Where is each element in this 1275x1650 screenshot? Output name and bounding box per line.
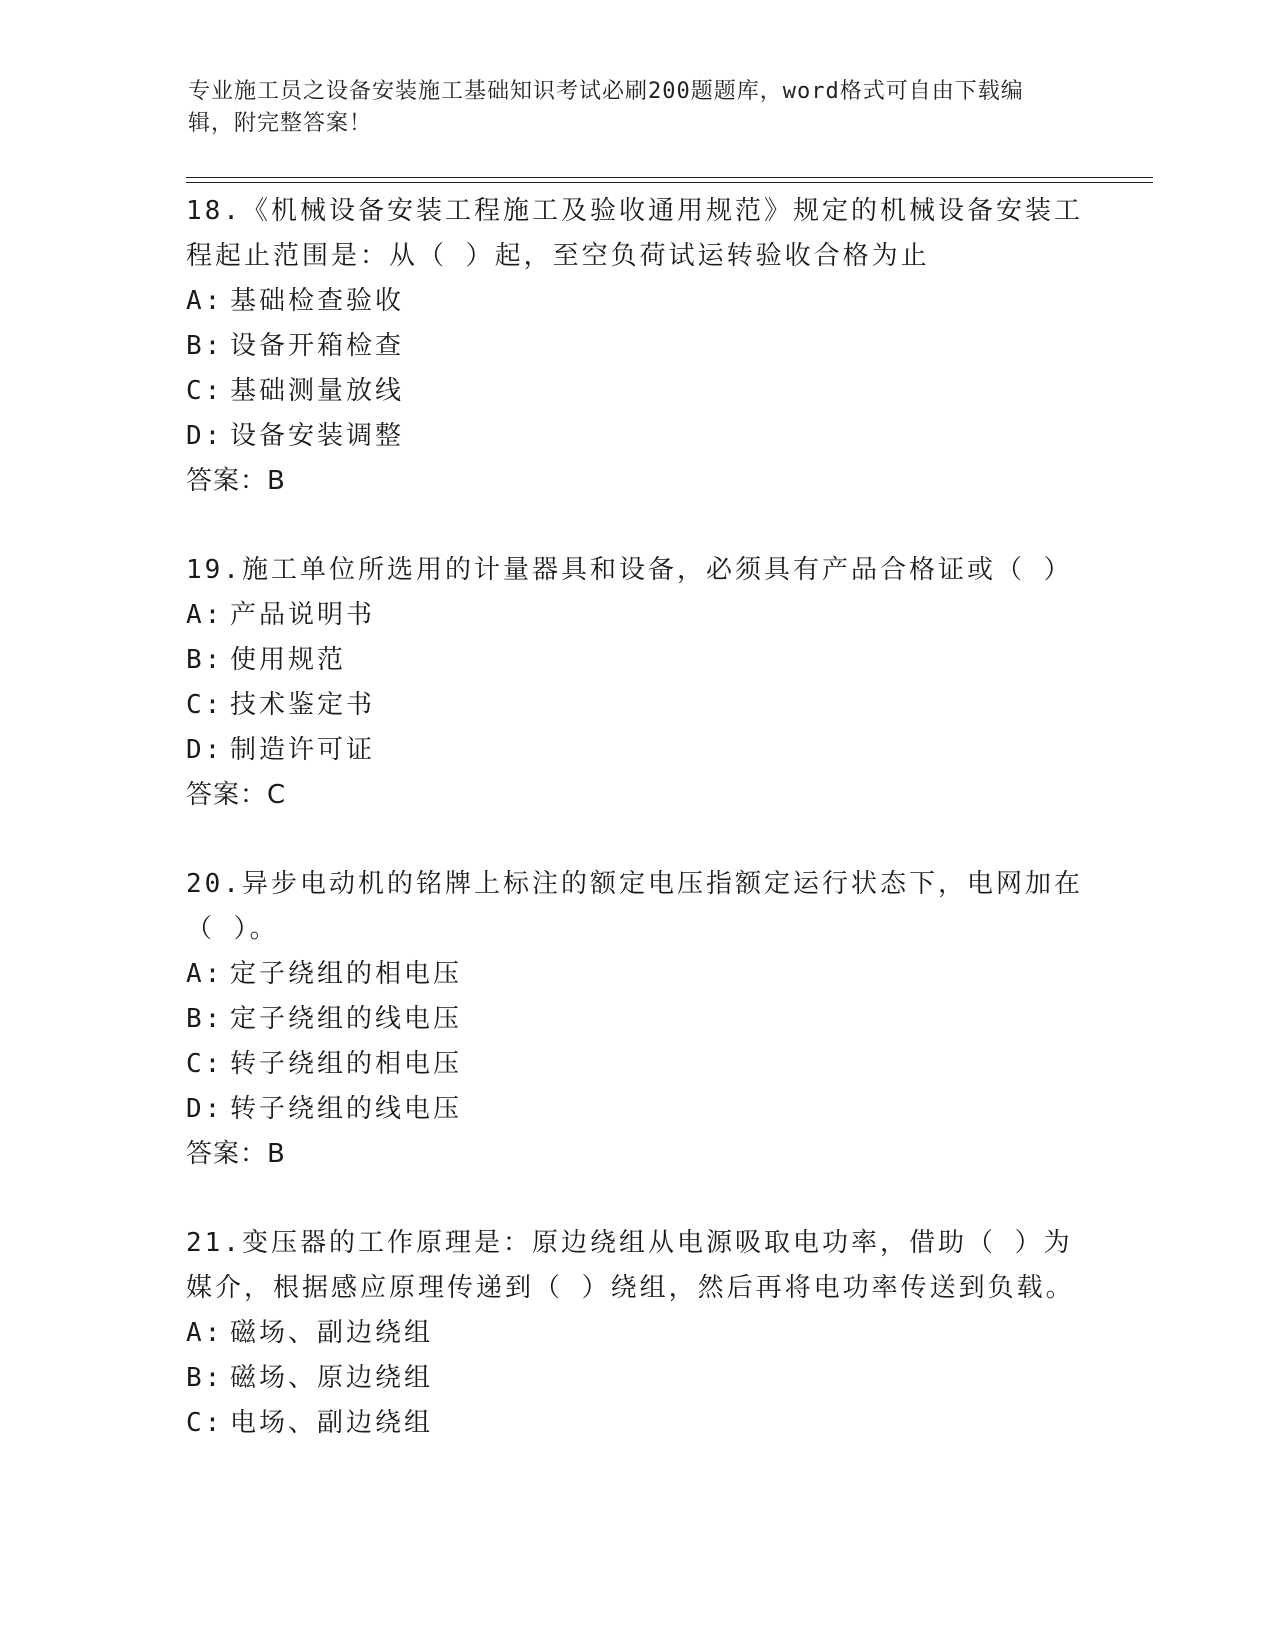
option-key: B: xyxy=(186,1004,224,1034)
answer-line: 答案：B xyxy=(186,1139,286,1169)
option-key: B: xyxy=(186,645,224,675)
option-text: 电场、副边绕组 xyxy=(230,1408,434,1438)
option-b xyxy=(186,324,1086,369)
question-stem: 18.《机械设备安装工程施工及验收通用规范》规定的机械设备安装工程起止范围是：从（ ）起，至空负荷试运转验收合格为止 xyxy=(186,196,1083,271)
question-19 xyxy=(186,548,1086,818)
option-text: 技术鉴定书 xyxy=(230,690,376,720)
option-key: C: xyxy=(186,690,224,720)
option-a xyxy=(186,1311,1086,1356)
option-d xyxy=(186,1087,1086,1132)
option-b xyxy=(186,1356,1086,1401)
option-d xyxy=(186,414,1086,459)
option-key: A: xyxy=(186,286,224,316)
option-key: C: xyxy=(186,376,224,406)
option-key: D: xyxy=(186,1094,224,1124)
question-stem: 20.异步电动机的铭牌上标注的额定电压指额定运行状态下，电网加在（ ）。 xyxy=(186,869,1083,944)
option-text: 使用规范 xyxy=(230,645,347,675)
option-text: 磁场、原边绕组 xyxy=(230,1363,434,1393)
option-text: 制造许可证 xyxy=(230,735,376,765)
option-key: A: xyxy=(186,600,224,630)
option-c xyxy=(186,1401,1086,1446)
option-key: B: xyxy=(186,331,224,361)
option-text: 基础检查验收 xyxy=(230,286,405,316)
option-text: 产品说明书 xyxy=(230,600,376,630)
option-a xyxy=(186,279,1086,324)
option-key: D: xyxy=(186,421,224,451)
option-text: 设备安装调整 xyxy=(230,421,405,451)
header-double-rule xyxy=(186,177,1153,183)
option-c xyxy=(186,1042,1086,1087)
option-text: 定子绕组的相电压 xyxy=(230,959,463,989)
option-a xyxy=(186,952,1086,997)
option-key: A: xyxy=(186,959,224,989)
question-20 xyxy=(186,862,1086,1177)
option-text: 转子绕组的线电压 xyxy=(230,1094,463,1124)
question-18 xyxy=(186,189,1086,504)
option-c xyxy=(186,683,1086,728)
option-b xyxy=(186,997,1086,1042)
option-c xyxy=(186,369,1086,414)
question-21 xyxy=(186,1221,1086,1446)
option-text: 基础测量放线 xyxy=(230,376,405,406)
option-text: 定子绕组的线电压 xyxy=(230,1004,463,1034)
option-d xyxy=(186,728,1086,773)
question-stem: 21.变压器的工作原理是：原边绕组从电源吸取电功率，借助（ ）为媒介，根据感应原理传递到（ ）绕组，然后再将电功率传送到负载。 xyxy=(186,1228,1075,1303)
option-text: 磁场、副边绕组 xyxy=(230,1318,434,1348)
answer-line: 答案：C xyxy=(186,780,287,810)
option-key: A: xyxy=(186,1318,224,1348)
option-key: C: xyxy=(186,1408,224,1438)
option-b xyxy=(186,638,1086,683)
option-a xyxy=(186,593,1086,638)
option-text: 设备开箱检查 xyxy=(230,331,405,361)
option-key: D: xyxy=(186,735,224,765)
document-header: 专业施工员之设备安装施工基础知识考试必刷200题题库，word格式可自由下载编辑，附完整答案！ xyxy=(188,79,1024,136)
question-stem: 19.施工单位所选用的计量器具和设备，必须具有产品合格证或（ ） xyxy=(186,555,1073,585)
option-key: C: xyxy=(186,1049,224,1079)
option-key: B: xyxy=(186,1363,224,1393)
question-list xyxy=(186,189,1086,1446)
option-text: 转子绕组的相电压 xyxy=(230,1049,463,1079)
answer-line: 答案：B xyxy=(186,466,286,496)
